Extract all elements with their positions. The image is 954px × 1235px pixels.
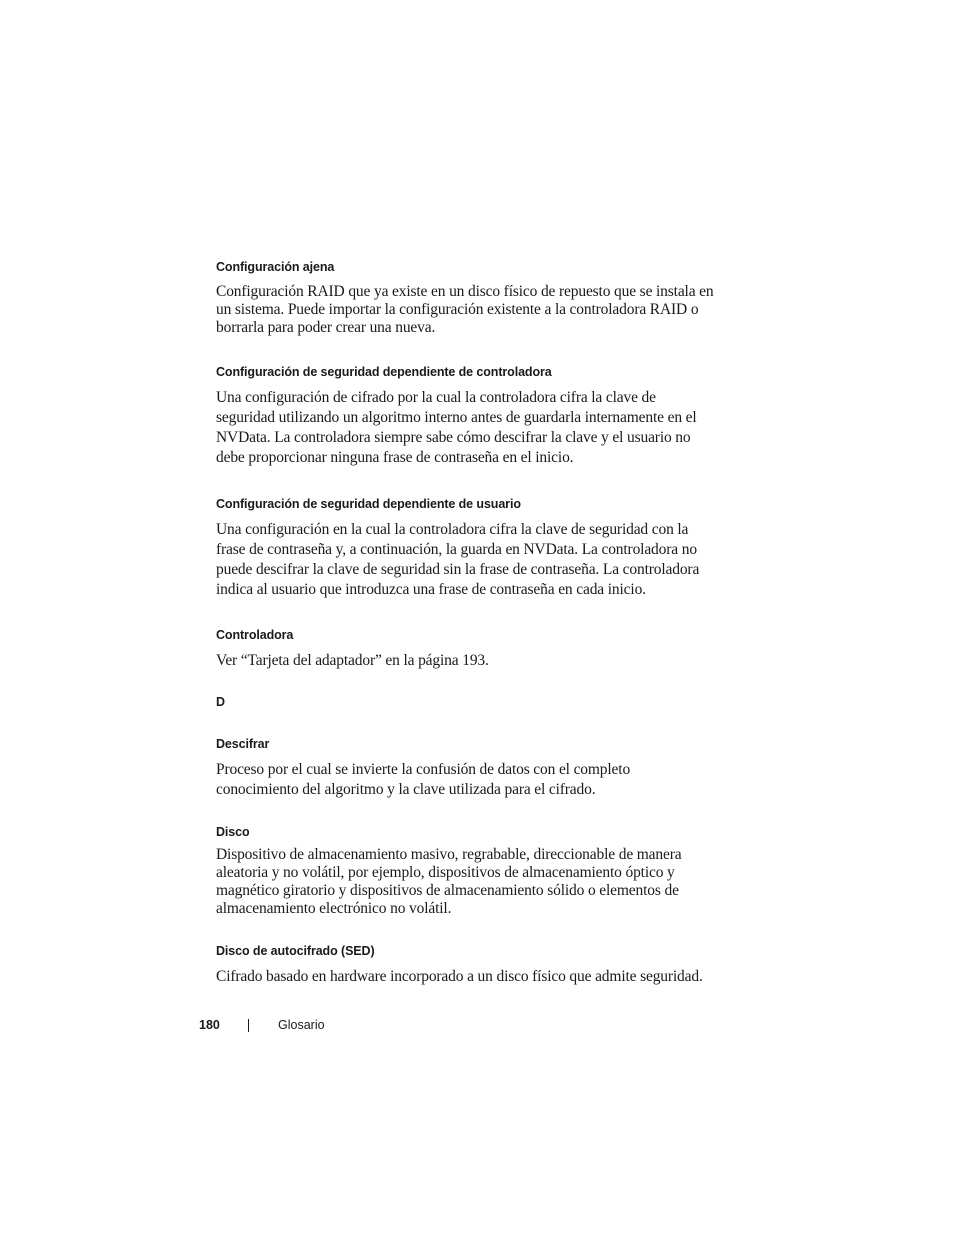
glossary-entry [216, 735, 716, 800]
section-letter: D [216, 695, 225, 709]
glossary-entry [216, 942, 716, 987]
glossary-entry [216, 823, 716, 918]
glossary-definition: Dispositivo de almacenamiento masivo, regrabable, direccionable de manera aleatoria y no volátil, por ejemplo, dispositivos de almacenamiento óptico y magnético giratorio y dispositivos de almacenamiento sólido o elementos de almacenamiento electrónico no volátil. [216, 846, 682, 917]
glossary-entry [216, 626, 716, 671]
page-number: 180 [199, 1018, 220, 1032]
glossary-term: Configuración de seguridad dependiente de controladora [216, 365, 552, 379]
footer-separator [248, 1019, 249, 1032]
glossary-definition: Cifrado basado en hardware incorporado a un disco físico que admite seguridad. [216, 968, 703, 985]
glossary-term: Disco de autocifrado (SED) [216, 944, 375, 958]
glossary-definition: Una configuración de cifrado por la cual la controladora cifra la clave de seguridad utilizando un algoritmo interno antes de guardarla internamente en el NVData. La controladora siempre sabe cómo descifrar la clave y el usuario no debe proporcionar ninguna frase de contraseña en el inicio. [216, 389, 697, 466]
glossary-term: Disco [216, 825, 250, 839]
glossary-definition: Ver “Tarjeta del adaptador” en la página 193. [216, 652, 489, 669]
glossary-section-letter [216, 693, 716, 711]
glossary-entry [216, 258, 716, 337]
glossary-entry [216, 495, 716, 600]
glossary-definition: Configuración RAID que ya existe en un disco físico de repuesto que se instala en un sistema. Puede importar la configuración existente a la controladora RAID o borrarla para poder crear una nueva. [216, 283, 714, 336]
glossary-term: Descifrar [216, 737, 270, 751]
glossary-term: Controladora [216, 628, 294, 642]
footer-section-title: Glosario [278, 1018, 325, 1032]
glossary-term: Configuración de seguridad dependiente de usuario [216, 497, 521, 511]
glossary-term: Configuración ajena [216, 260, 335, 274]
glossary-definition: Proceso por el cual se invierte la confusión de datos con el completo conocimiento del algoritmo y la clave utilizada para el cifrado. [216, 761, 631, 798]
glossary-entry [216, 363, 716, 468]
glossary-page [216, 258, 716, 987]
glossary-definition: Una configuración en la cual la controladora cifra la clave de seguridad con la frase de contraseña y, a continuación, la guarda en NVData. La controladora no puede descifrar la clave de seguridad sin la frase de contraseña. La controladora indica al usuario que introduzca una frase de contraseña en cada inicio. [216, 521, 700, 598]
